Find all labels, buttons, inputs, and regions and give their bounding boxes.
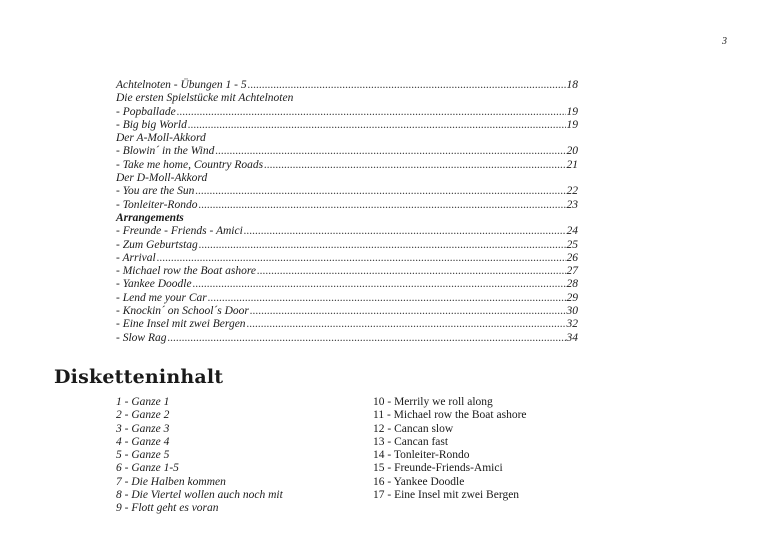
toc-entry (116, 332, 578, 345)
toc-entry-title: - Eine Insel mit zwei Bergen (116, 318, 246, 331)
page-number: 3 (722, 36, 727, 47)
toc-entry (116, 185, 578, 198)
toc-entry-title: - Blowin´ in the Wind (116, 145, 215, 158)
toc-leader-dots (177, 106, 566, 119)
toc-leader-dots (208, 292, 566, 305)
toc-entry (116, 305, 578, 318)
toc-entry-title: - You are the Sun (116, 185, 195, 198)
disk-track-item: 7 - Die Halben kommen (116, 475, 226, 488)
toc-heading (116, 212, 578, 225)
disk-track-item: 1 - Ganze 1 (116, 396, 170, 408)
toc-heading (116, 132, 578, 145)
toc-leader-dots (257, 265, 566, 278)
toc-entry (116, 199, 578, 212)
toc-entry-title: - Tonleiter-Rondo (116, 198, 198, 211)
toc-entry-page: 34 (566, 331, 578, 344)
toc-entry (116, 318, 578, 331)
disk-track-item: 10 - Merrily we roll along (373, 396, 493, 408)
disk-track-item: 16 - Yankee Doodle (373, 475, 465, 488)
toc-entry-title: - Lend me your Car (116, 291, 207, 304)
toc-entry-page: 18 (566, 79, 578, 91)
toc-leader-dots (167, 332, 565, 345)
disk-track-item: 13 - Cancan fast (373, 435, 449, 448)
toc-entry-page: 28 (566, 278, 578, 291)
toc-entry-title: - Zum Geburtstag (116, 238, 198, 251)
toc-entry (116, 159, 578, 172)
toc-entry-title: Die ersten Spielstücke mit Achtelnoten (116, 92, 294, 105)
toc-entry (116, 265, 578, 278)
toc-entry (116, 225, 578, 238)
toc-entry-page: 26 (566, 251, 578, 264)
toc-leader-dots (198, 199, 565, 212)
toc-entry (116, 106, 578, 119)
toc-leader-dots (188, 119, 566, 132)
toc-entry-title: - Yankee Doodle (116, 278, 192, 291)
toc-entry-title: Arrangements (116, 211, 184, 224)
disk-track-item: 4 - Ganze 4 (116, 435, 170, 448)
toc-entry (116, 119, 578, 132)
toc-leader-dots (195, 185, 565, 198)
toc-entry-title: - Big big World (116, 118, 187, 131)
toc-entry (116, 252, 578, 265)
toc-heading (116, 172, 578, 185)
toc-entry-page: 19 (566, 118, 578, 131)
disk-track-item: 2 - Ganze 2 (116, 409, 170, 422)
toc-entry-title: - Popballade (116, 105, 176, 118)
disk-list-left (116, 396, 283, 516)
toc-leader-dots (248, 79, 566, 92)
disk-track-item: 15 - Freunde-Friends-Amici (373, 462, 503, 475)
toc-entry (116, 145, 578, 158)
disk-list-right (373, 396, 527, 502)
toc-entry-page: 32 (566, 318, 578, 331)
disk-track-item: 14 - Tonleiter-Rondo (373, 449, 470, 462)
toc-entry-title: - Freunde - Friends - Amici (116, 225, 243, 238)
toc-entry-title: - Michael row the Boat ashore (116, 265, 256, 278)
toc-entry-page: 19 (566, 105, 578, 118)
toc-entry-page: 22 (566, 185, 578, 198)
toc-leader-dots (264, 159, 565, 172)
toc-leader-dots (193, 278, 566, 291)
section-title: Disketteninhalt (54, 366, 224, 388)
toc-entry-page: 21 (566, 158, 578, 171)
toc-leader-dots (215, 145, 565, 158)
toc-entry-page: 24 (566, 225, 578, 238)
toc-entry (116, 292, 578, 305)
toc-leader-dots (244, 225, 566, 238)
toc-leader-dots (157, 252, 566, 265)
toc-entry-page: 27 (566, 265, 578, 278)
toc-entry-title: - Knockin´ on School´s Door (116, 305, 249, 318)
toc-leader-dots (199, 239, 566, 252)
toc-heading (116, 92, 578, 105)
toc-entry-title: - Slow Rag (116, 331, 167, 344)
toc-entry-page: 20 (566, 145, 578, 158)
toc-entry (116, 79, 578, 92)
toc-entry-page: 30 (566, 305, 578, 318)
disk-track-item: 3 - Ganze 3 (116, 422, 170, 435)
disk-track-item: 12 - Cancan slow (373, 422, 454, 435)
toc-leader-dots (247, 318, 566, 331)
table-of-contents (116, 79, 578, 345)
disk-track-item: 11 - Michael row the Boat ashore (373, 409, 527, 422)
toc-entry-title: Achtelnoten - Übungen 1 - 5 (116, 79, 247, 91)
toc-entry-title: - Arrival (116, 251, 156, 264)
toc-entry (116, 278, 578, 291)
toc-entry-page: 25 (566, 238, 578, 251)
disk-track-item: 9 - Flott geht es voran (116, 502, 219, 515)
toc-entry (116, 239, 578, 252)
toc-entry-page: 29 (566, 291, 578, 304)
toc-entry-title: Der D-Moll-Akkord (116, 172, 208, 185)
toc-entry-title: - Take me home, Country Roads (116, 158, 264, 171)
toc-entry-page: 23 (566, 198, 578, 211)
toc-leader-dots (250, 305, 566, 318)
toc-entry-title: Der A-Moll-Akkord (116, 132, 206, 145)
disk-track-item: 5 - Ganze 5 (116, 449, 170, 462)
disk-track-item: 17 - Eine Insel mit zwei Bergen (373, 489, 520, 502)
disk-track-item: 6 - Ganze 1-5 (116, 462, 179, 475)
disk-track-item: 8 - Die Viertel wollen auch noch mit (116, 489, 283, 502)
